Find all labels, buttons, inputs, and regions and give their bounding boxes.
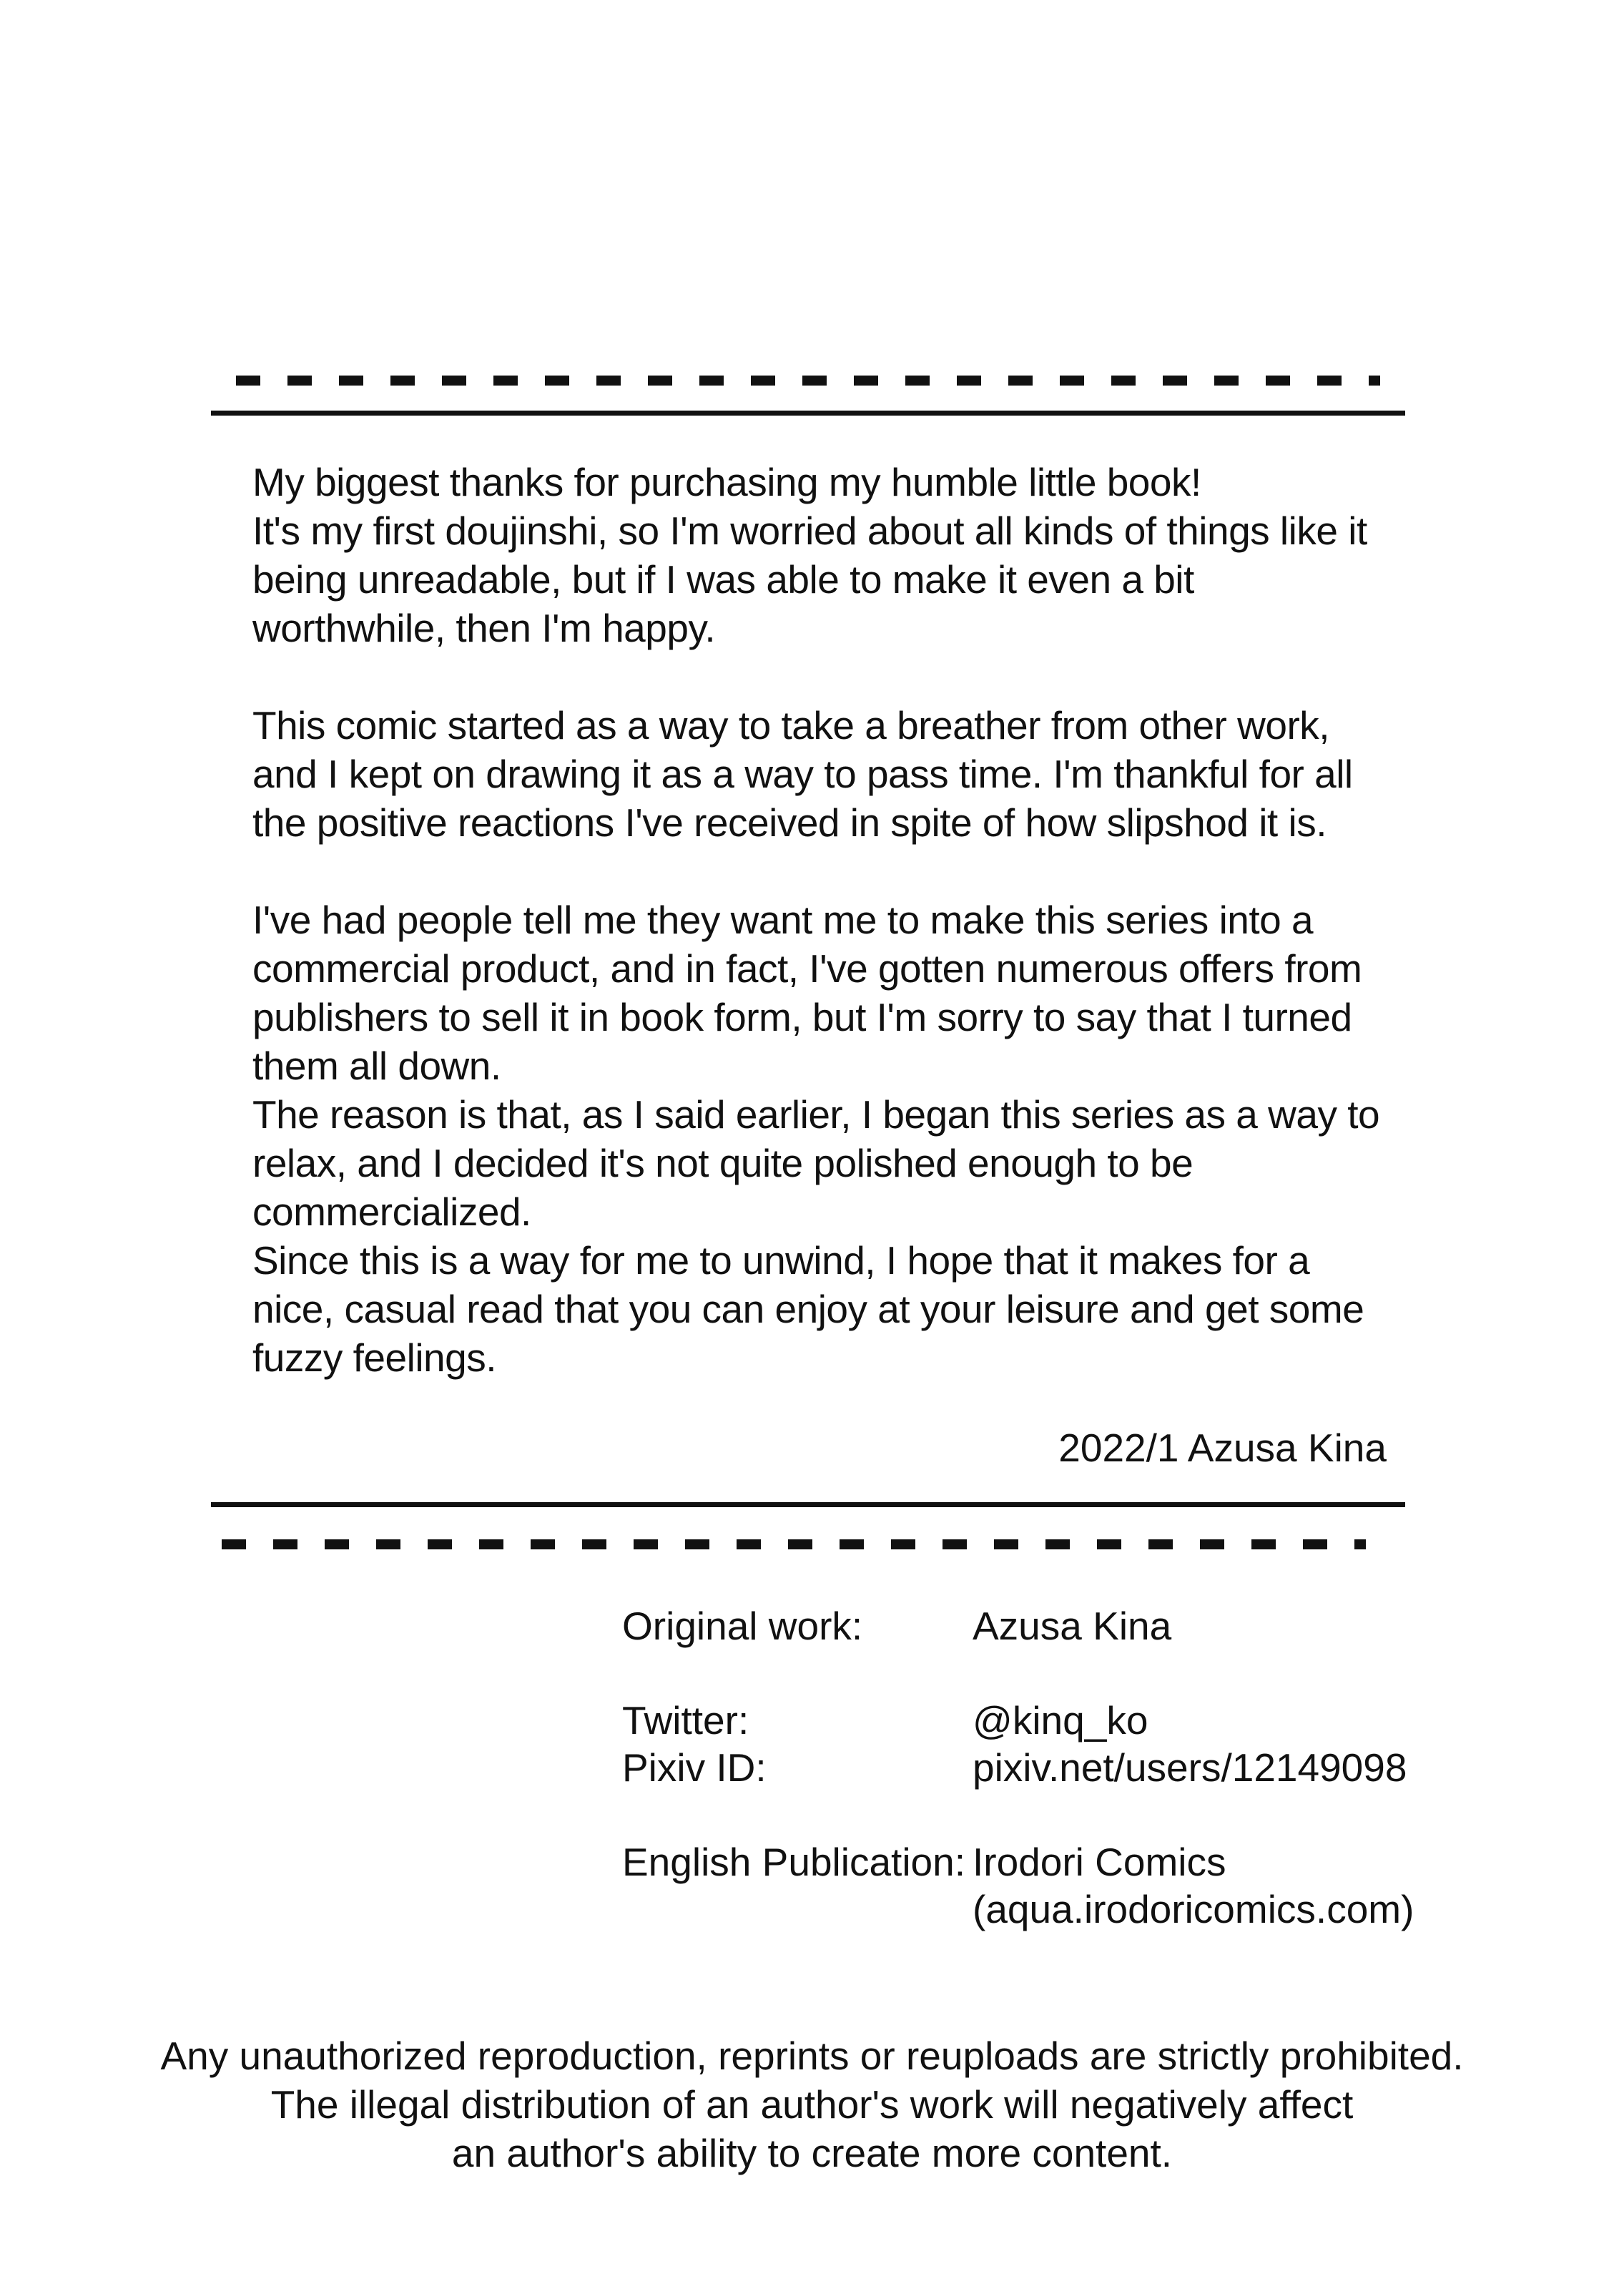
credit-value: Irodori Comics [973,1840,1226,1884]
credit-original-work [622,1602,1414,1650]
notice-line: The illegal distribution of an author's work will negatively affect [270,2082,1354,2127]
credit-label: Pixiv ID: [622,1745,767,1790]
message-paragraph: The reason is that, as I said earlier, I began this series as a way to relax, and I decided it's not quite polished enough to be commercialized. [252,1092,1380,1234]
credit-value: pixiv.net/users/12149098 [973,1745,1407,1790]
credit-label: Original work: [622,1604,863,1648]
message-paragraph: My biggest thanks for purchasing my humble little book! It's my first doujinshi, so I'm worried about all kinds of things like it being unreadable, but if I was able to make it even a bit worthwhile, then I'm happy. [252,460,1367,650]
credit-value: Azusa Kina [973,1604,1172,1648]
top-dashed-divider [236,376,1380,386]
signature: 2022/1 Azusa Kina [1058,1426,1387,1470]
credit-label-spacer [622,1886,973,1933]
credit-value: @kinq_ko [973,1698,1148,1743]
credit-pixiv [622,1744,1414,1791]
credit-english-publication-url [622,1886,1414,1933]
credits-block [622,1602,1414,1980]
message-paragraph: Since this is a way for me to unwind, I hope that it makes for a nice, casual read that you can enjoy at your leisure and get some fuzzy feelings. [252,1238,1364,1380]
bottom-solid-rule [211,1502,1405,1507]
credit-english-publication [622,1838,1414,1886]
credit-label: English Publication: [622,1840,966,1884]
notice-line: an author's ability to create more content. [451,2131,1173,2175]
message-paragraph: This comic started as a way to take a breather from other work, and I kept on drawing it as a way to pass time. I'm thankful for all the positive reactions I've received in spite of how slipshod it is. [252,703,1353,845]
top-solid-rule [211,411,1405,416]
notice-line: Any unauthorized reproduction, reprints or reuploads are strictly prohibited. [160,2034,1464,2078]
message-paragraph: I've had people tell me they want me to make this series into a commercial product, and in fact, I've gotten numerous offers from publishers to sell it in book form, but I'm sorry to say that I turned them all down. [252,898,1362,1088]
credit-label: Twitter: [622,1698,749,1743]
copyright-notice [0,2031,1624,2177]
bottom-dashed-divider [222,1539,1366,1549]
credit-twitter [622,1697,1414,1744]
afterword-message [252,458,1411,1382]
credit-value: (aqua.irodoricomics.com) [973,1887,1414,1931]
